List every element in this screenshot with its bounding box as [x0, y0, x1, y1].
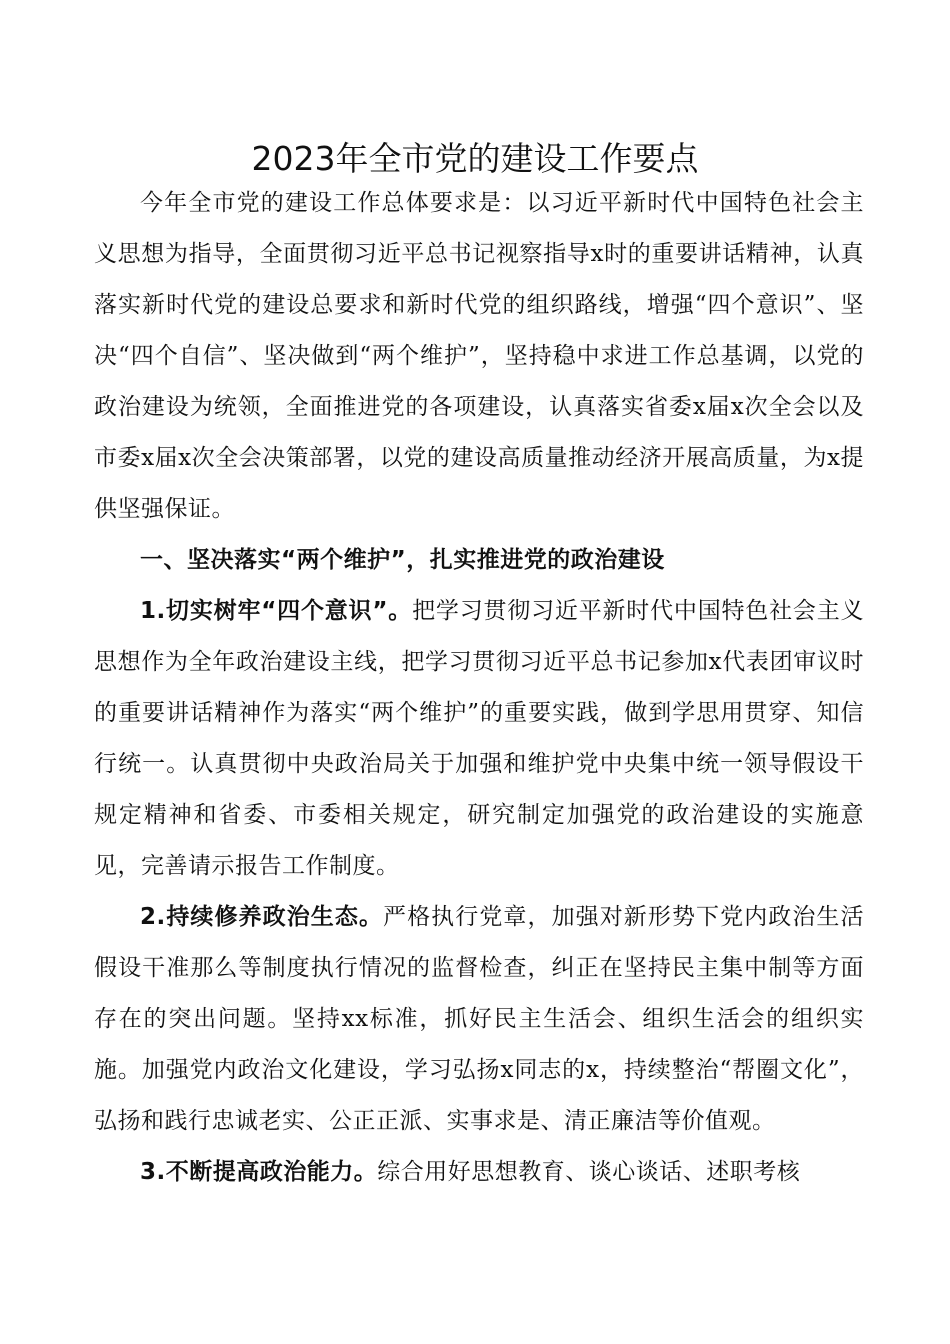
document-title: 2023年全市党的建设工作要点	[251, 139, 699, 179]
item-paragraph-1	[94, 586, 864, 892]
item-paragraph-2	[94, 892, 864, 1147]
item-paragraph-3	[94, 1147, 864, 1198]
item-title-2: 2.持续修养政治生态。	[140, 904, 384, 930]
intro-paragraph: 今年全市党的建设工作总体要求是：以习近平新时代中国特色社会主义思想为指导，全面贯彻习近平总书记视察指导x时的重要讲话精神，认真落实新时代党的建设总要求和新时代党的组织路线，增强“四个意识”、坚决“四个自信”、坚决做到“两个维护”，坚持稳中求进工作总基调，以党的政治建设为统领，全面推进党的各项建设，认真落实省委x届x次全会以及市委x届x次全会决策部署，以党的建设高质量推动经济开展高质量，为x提供坚强保证。	[94, 190, 864, 522]
item-text-1: 把学习贯彻习近平新时代中国特色社会主义思想作为全年政治建设主线，把学习贯彻习近平总书记参加x代表团审议时的重要讲话精神作为落实“两个维护”的重要实践，做到学思用贯穿、知信行统一。认真贯彻中央政治局关于加强和维护党中央集中统一领导假设干规定精神和省委、市委相关规定，研究制定加强党的政治建设的实施意见，完善请示报告工作制度。	[94, 598, 865, 879]
section-heading: 一、坚决落实“两个维护”，扎实推进党的政治建设	[140, 547, 665, 573]
item-title-3: 3.不断提高政治能力。	[140, 1159, 378, 1185]
document-body	[94, 178, 864, 1198]
item-text-3: 综合用好思想教育、谈心谈话、述职考核	[377, 1159, 801, 1185]
item-text-2: 严格执行党章，加强对新形势下党内政治生活假设干准那么等制度执行情况的监督检查，纠正在坚持民主集中制等方面存在的突出问题。坚持xx标准，抓好民主生活会、组织生活会的组织实施。加强党内政治文化建设，学习弘扬x同志的x，持续整治“帮圈文化”，弘扬和践行忠诚老实、公正正派、实事求是、清正廉洁等价值观。	[94, 904, 865, 1134]
item-title-1: 1.切实树牢“四个意识”。	[140, 598, 413, 624]
